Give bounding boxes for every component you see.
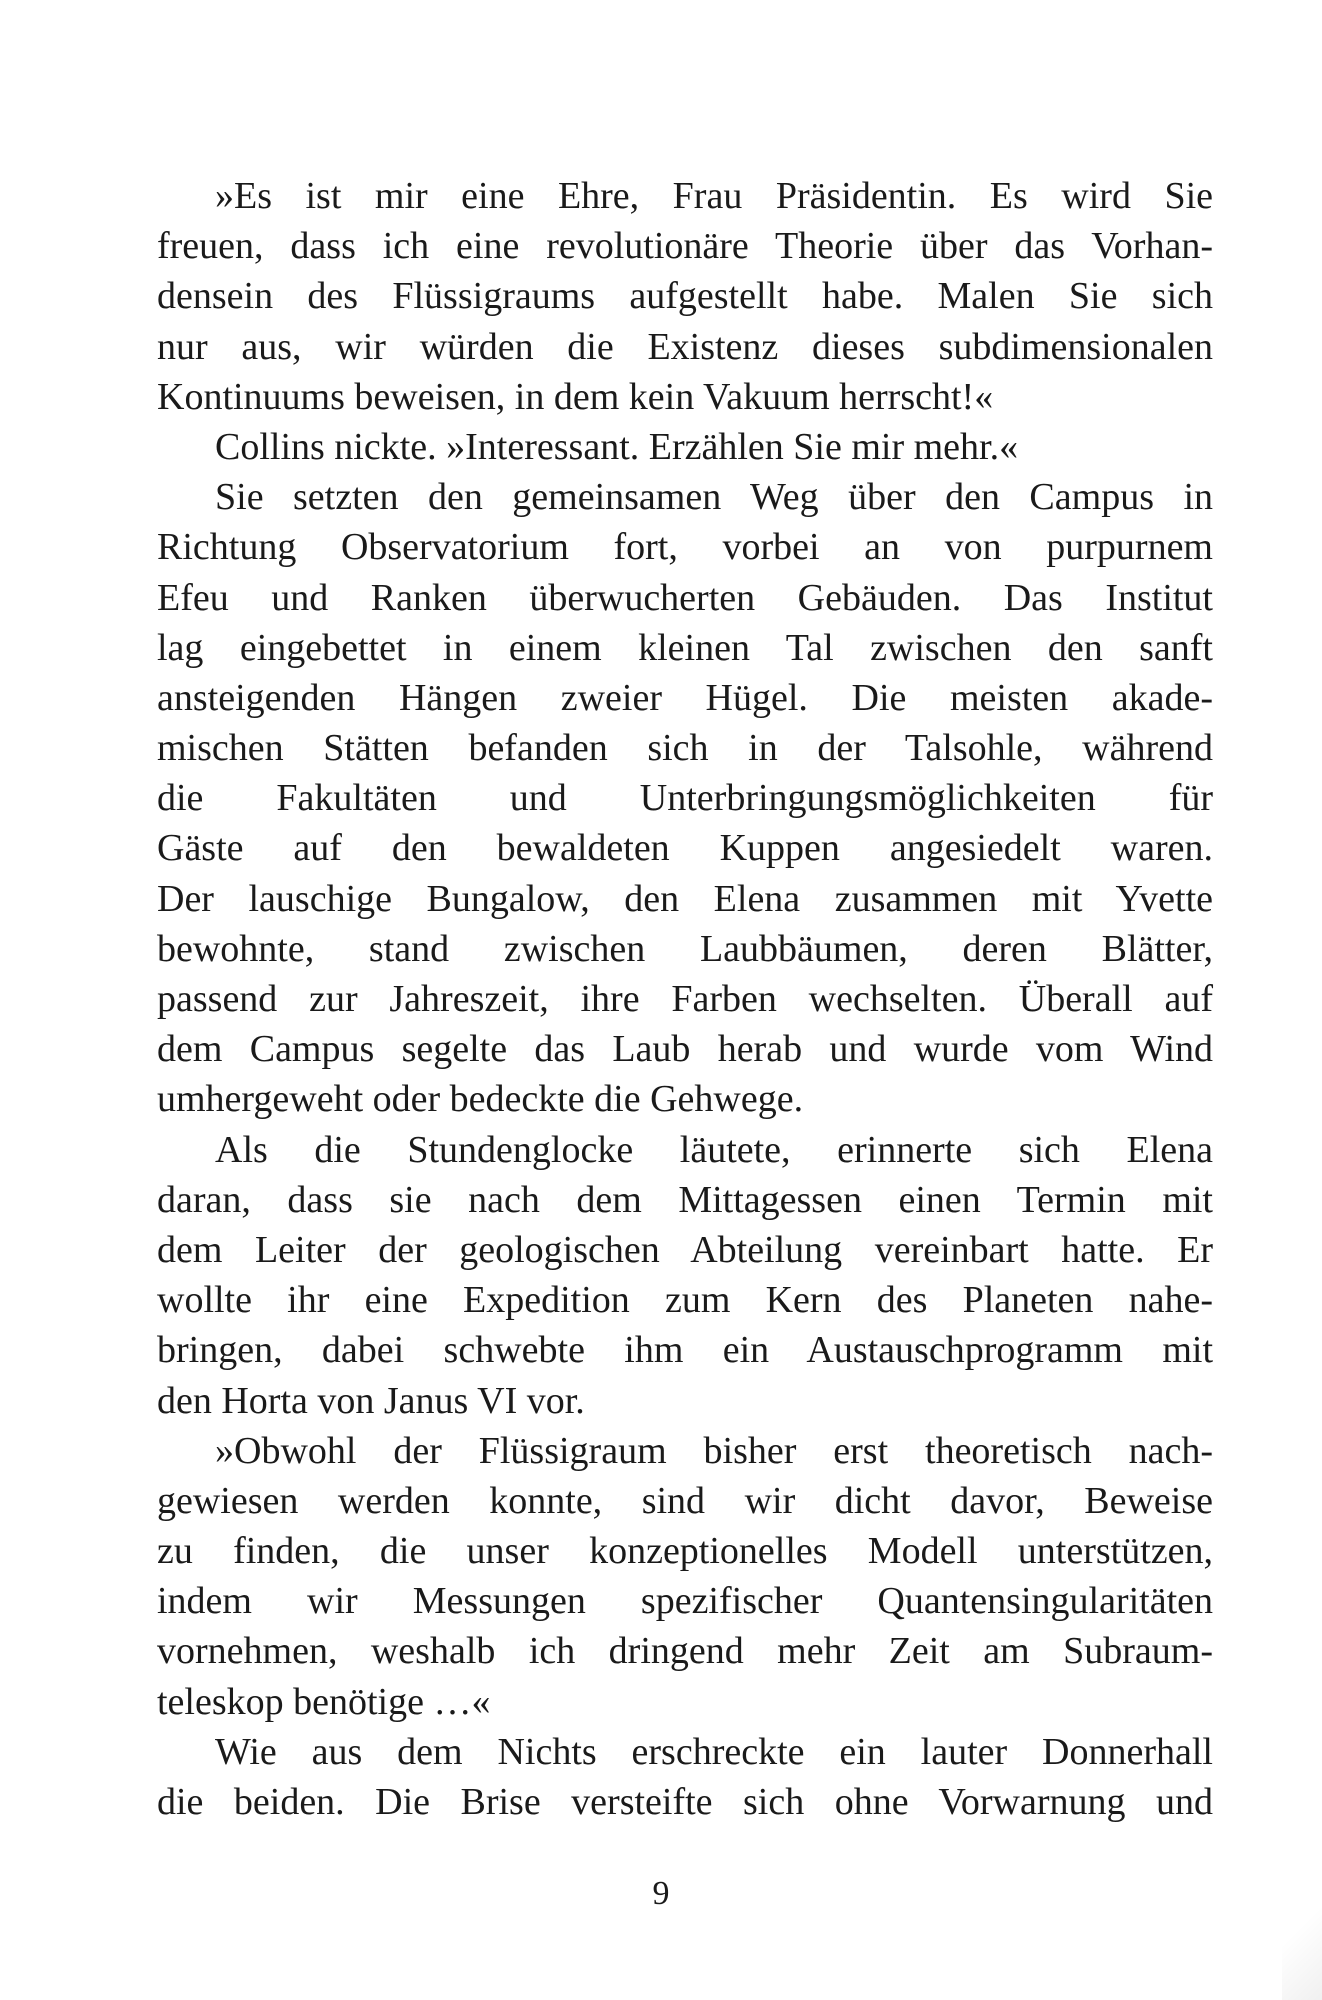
text-line: »Obwohl der Flüssigraum bisher erst theoretisch nach-	[215, 1429, 1213, 1472]
body-text	[157, 171, 1213, 1827]
text-line: Sie setzten den gemeinsamen Weg über den Campus in	[215, 476, 1213, 519]
text-line: Der lauschige Bungalow, den Elena zusammen mit Yvette	[157, 877, 1213, 920]
text-line: dem Campus segelte das Laub herab und wurde vom Wind	[157, 1028, 1213, 1071]
text-line: vornehmen, weshalb ich dringend mehr Zeit am Subraum-	[157, 1630, 1213, 1673]
text-line: freuen, dass ich eine revolutionäre Theorie über das Vorhan-	[157, 225, 1213, 268]
text-line: bringen, dabei schwebte ihm ein Austauschprogramm mit	[157, 1329, 1213, 1372]
text-line: gewiesen werden konnte, sind wir dicht davor, Beweise	[157, 1479, 1213, 1522]
text-line: die Fakultäten und Unterbringungsmöglichkeiten für	[157, 777, 1213, 820]
text-line: die beiden. Die Brise versteifte sich ohne Vorwarnung und	[157, 1781, 1213, 1823]
text-line: densein des Flüssigraums aufgestellt habe. Malen Sie sich	[157, 275, 1213, 318]
text-line: indem wir Messungen spezifischer Quantensingularitäten	[157, 1580, 1213, 1623]
text-line: Als die Stundenglocke läutete, erinnerte sich Elena	[215, 1128, 1213, 1171]
text-line: teleskop benötige …«	[157, 1680, 491, 1723]
text-line: zu finden, die unser konzeptionelles Modell unterstützen,	[157, 1530, 1213, 1573]
text-line: Collins nickte. »Interessant. Erzählen Sie mir mehr.«	[215, 425, 1019, 468]
page-corner-shadow	[1282, 1880, 1322, 2000]
text-line: wollte ihr eine Expedition zum Kern des Planeten nahe-	[157, 1279, 1213, 1322]
text-line: Richtung Observatorium fort, vorbei an von purpurnem	[157, 526, 1213, 569]
text-line: mischen Stätten befanden sich in der Talsohle, während	[157, 727, 1213, 770]
text-line: Wie aus dem Nichts erschreckte ein lauter Donnerhall	[215, 1730, 1213, 1773]
text-line: Kontinuums beweisen, in dem kein Vakuum herrscht!«	[157, 375, 994, 418]
text-line: umhergeweht oder bedeckte die Gehwege.	[157, 1078, 804, 1121]
text-line: »Es ist mir eine Ehre, Frau Präsidentin. Es wird Sie	[215, 175, 1213, 217]
text-line: den Horta von Janus VI vor.	[157, 1379, 585, 1422]
text-line: ansteigenden Hängen zweier Hügel. Die meisten akade-	[157, 676, 1213, 719]
text-line: lag eingebettet in einem kleinen Tal zwischen den sanft	[157, 626, 1213, 669]
text-line: Efeu und Ranken überwucherten Gebäuden. Das Institut	[157, 576, 1213, 619]
text-line: daran, dass sie nach dem Mittagessen einen Termin mit	[157, 1178, 1213, 1221]
text-line: bewohnte, stand zwischen Laubbäumen, deren Blätter,	[157, 927, 1213, 970]
text-line: dem Leiter der geologischen Abteilung vereinbart hatte. Er	[157, 1228, 1213, 1271]
page-number: 9	[652, 1875, 670, 1912]
text-line: passend zur Jahreszeit, ihre Farben wechselten. Überall auf	[157, 978, 1213, 1020]
text-line: nur aus, wir würden die Existenz dieses subdimensionalen	[157, 325, 1213, 368]
text-line: Gäste auf den bewaldeten Kuppen angesiedelt waren.	[157, 827, 1213, 870]
